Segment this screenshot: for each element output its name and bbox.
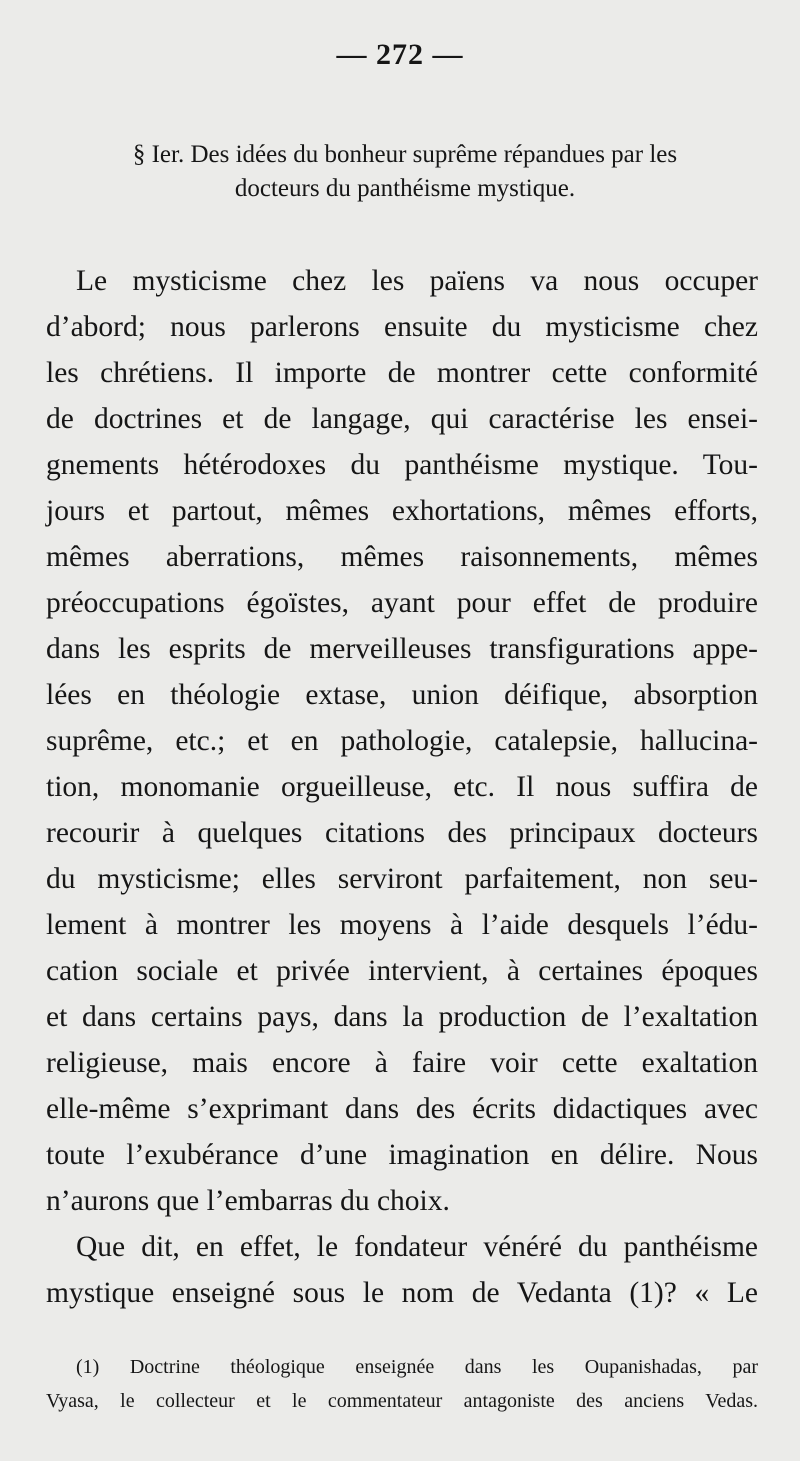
paragraph-1-line: Le mysticisme chez les païens va nous occuper <box>76 265 758 297</box>
paragraph-1-line: dans les esprits de merveilleuses transfigurations appe- <box>46 633 758 665</box>
paragraph-1-line: toute l’exubérance d’une imagination en délire. Nous <box>46 1139 758 1171</box>
paragraph-1-line: préoccupations égoïstes, ayant pour effet de produire <box>46 587 758 619</box>
body-text <box>46 258 758 1316</box>
paragraph-1-line: les chrétiens. Il importe de montrer cette conformité <box>46 357 758 389</box>
paragraph-1-line: tion, monomanie orgueilleuse, etc. Il nous suffira de <box>46 771 758 803</box>
paragraph-1-line: suprême, etc.; et en pathologie, catalepsie, hallucina- <box>46 725 758 757</box>
footnote-line-2: Vyasa, le collecteur et le commentateur antagoniste des anciens Vedas. <box>46 1390 758 1412</box>
paragraph-1-line: recourir à quelques citations des principaux docteurs <box>46 817 758 849</box>
paragraph-1-line: et dans certains pays, dans la production de l’exaltation <box>46 1001 758 1033</box>
footnote <box>46 1350 758 1418</box>
paragraph-1-line: jours et partout, mêmes exhortations, mêmes efforts, <box>46 495 758 527</box>
paragraph-1-line: n’aurons que l’embarras du choix. <box>46 1185 450 1217</box>
paragraph-1-line: lées en théologie extase, union déifique, absorption <box>46 679 758 711</box>
paragraph-1-line: mêmes aberrations, mêmes raisonnements, mêmes <box>46 541 758 573</box>
paragraph-1-line: de doctrines et de langage, qui caractérise les ensei- <box>46 403 758 435</box>
paragraph-1-line: cation sociale et privée intervient, à certaines époques <box>46 955 758 987</box>
paragraph-1-line: religieuse, mais encore à faire voir cette exaltation <box>46 1047 758 1079</box>
paragraph-1-line: lement à montrer les moyens à l’aide desquels l’édu- <box>46 909 758 941</box>
paragraph-1-line: elle-même s’exprimant dans des écrits didactiques avec <box>46 1093 758 1125</box>
section-heading-line-2: docteurs du panthéisme mystique. <box>234 175 576 202</box>
paragraph-1-line: du mysticisme; elles serviront parfaitement, non seu- <box>46 863 758 895</box>
page-number: — 272 — <box>336 38 464 71</box>
section-heading-line-1: § Ier. Des idées du bonheur suprême répandues par les <box>132 141 678 168</box>
paragraph-2-line: mystique enseigné sous le nom de Vedanta (1)? « Le <box>46 1277 758 1309</box>
paragraph-1-line: d’abord; nous parlerons ensuite du mysticisme chez <box>46 311 758 343</box>
footnote-line-1: (1) Doctrine théologique enseignée dans les Oupanishadas, par <box>76 1356 758 1378</box>
paragraph-1-line: gnements hétérodoxes du panthéisme mystique. Tou- <box>46 449 758 481</box>
paragraph-2-line: Que dit, en effet, le fondateur vénéré du panthéisme <box>76 1231 758 1263</box>
section-heading <box>60 138 750 206</box>
